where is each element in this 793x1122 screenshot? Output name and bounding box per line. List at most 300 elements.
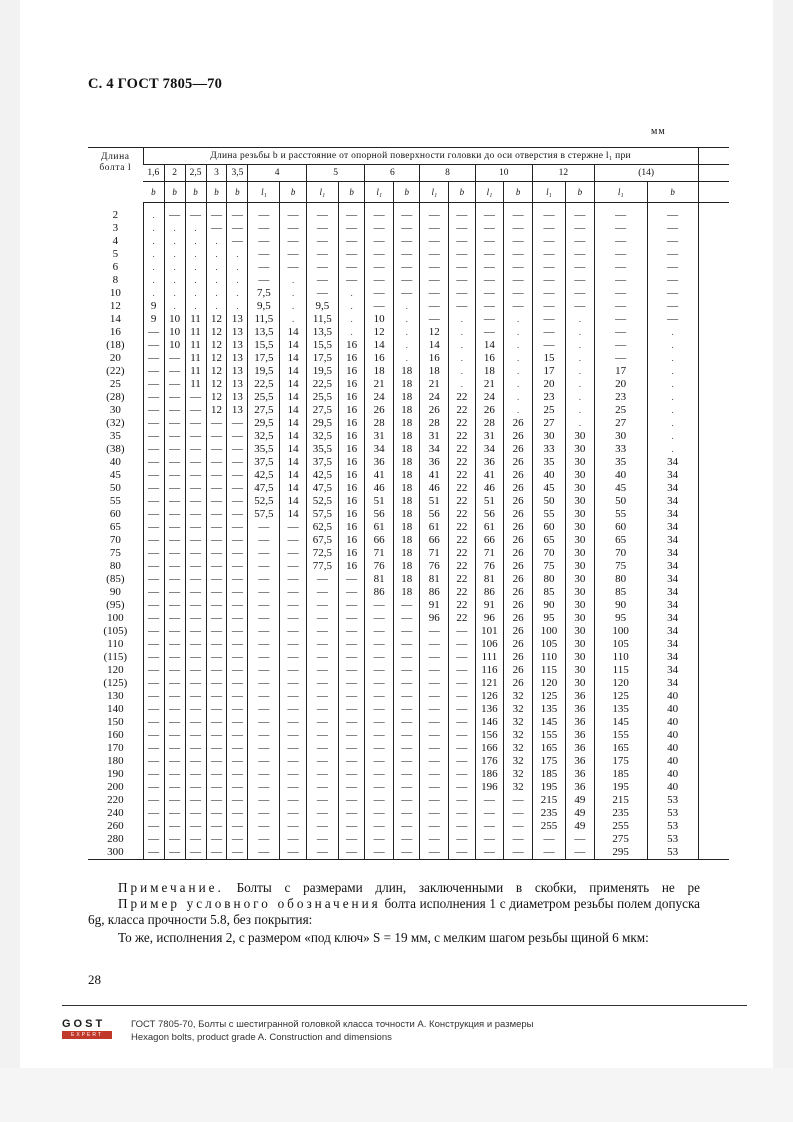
dimension-cell: — [143, 729, 164, 742]
dimension-cell: — [227, 651, 248, 664]
dimension-cell: — [449, 820, 475, 833]
dimension-cell: — [164, 703, 185, 716]
dimension-cell: 34 [647, 469, 698, 482]
dimension-cell: 235 [532, 807, 565, 820]
dimension-cell: — [306, 235, 338, 248]
dimension-cell: 31 [365, 430, 394, 443]
dimension-cell: — [185, 417, 206, 430]
dimension-cell: — [185, 703, 206, 716]
dimension-cell: 30 [566, 482, 595, 495]
table-row [88, 378, 729, 391]
row-extra-cell [698, 352, 729, 365]
dimension-cell: — [248, 573, 280, 586]
dimension-cell: — [206, 521, 227, 534]
dimension-cell: 32 [504, 742, 533, 755]
dimension-cell: — [248, 729, 280, 742]
note-text: Болты с размерами длин, заключенными в скобки, применять не ре [236, 880, 700, 895]
dimension-cell: — [227, 430, 248, 443]
dimension-cell: 40 [594, 469, 647, 482]
dimension-cell: — [206, 703, 227, 716]
dimension-cell: — [164, 456, 185, 469]
dimension-cell: . [566, 391, 595, 404]
dimension-cell: — [306, 703, 338, 716]
dimension-cell: — [248, 677, 280, 690]
dimension-cell: 52,5 [306, 495, 338, 508]
dimension-cell: — [338, 638, 364, 651]
table-caption: Длина резьбы b и расстояние от опорной поверхности головки до оси отверстия в стержне l₁ при [143, 148, 698, 165]
dimension-cell: — [532, 287, 565, 300]
dimension-cell: 22 [449, 469, 475, 482]
dimension-cell: — [365, 625, 394, 638]
dimension-cell: — [143, 651, 164, 664]
dimension-cell: — [143, 625, 164, 638]
dimension-cell: — [594, 261, 647, 274]
dimension-cell: . [647, 339, 698, 352]
dimension-cell: — [449, 677, 475, 690]
dimension-cell: 40 [647, 729, 698, 742]
dimension-cell: — [532, 235, 565, 248]
dimension-cell: — [185, 599, 206, 612]
dimension-cell: 34 [647, 456, 698, 469]
dimension-cell: . [185, 261, 206, 274]
dimension-cell: 32 [504, 781, 533, 794]
dimension-cell: . [143, 261, 164, 274]
dimension-cell: . [449, 352, 475, 365]
dimension-cell: — [143, 456, 164, 469]
dimension-cell: — [532, 339, 565, 352]
dimension-cell: 46 [420, 482, 449, 495]
dimension-cell: — [338, 586, 364, 599]
dimension-cell: — [475, 313, 504, 326]
dimension-cell: 100 [532, 625, 565, 638]
row-extra-cell [698, 638, 729, 651]
dimension-cell: — [206, 482, 227, 495]
table-row [88, 547, 729, 560]
dimension-cell: 81 [365, 573, 394, 586]
dimension-cell: — [185, 625, 206, 638]
table-row [88, 664, 729, 677]
dimension-cell: — [206, 677, 227, 690]
table-caption-row [88, 148, 729, 165]
dimension-cell: 16 [338, 560, 364, 573]
bolt-length-cell: (85) [106, 573, 125, 585]
dimension-cell: — [206, 547, 227, 560]
dimension-cell: — [248, 625, 280, 638]
dimension-cell: — [164, 742, 185, 755]
dimension-cell: 27,5 [306, 404, 338, 417]
dimension-cell: 34 [647, 560, 698, 573]
dimension-cell: 10 [164, 326, 185, 339]
table-row [88, 469, 729, 482]
row-extra-cell [698, 469, 729, 482]
row-extra-cell [698, 625, 729, 638]
dimension-cell: — [338, 222, 364, 235]
dimension-cell: 20 [532, 378, 565, 391]
dimension-cell: — [206, 495, 227, 508]
row-extra-cell [698, 391, 729, 404]
dimension-cell: 34 [647, 625, 698, 638]
dimension-cell: 30 [566, 573, 595, 586]
dimension-cell: — [280, 547, 306, 560]
dimension-cell: 16 [338, 339, 364, 352]
dimension-cell: — [185, 560, 206, 573]
dimension-cell: 34 [647, 599, 698, 612]
dimension-cell: — [164, 521, 185, 534]
dimension-cell: 32,5 [306, 430, 338, 443]
dimension-cell: 42,5 [306, 469, 338, 482]
dimension-cell: — [393, 768, 419, 781]
dimension-cell: — [280, 820, 306, 833]
dimension-cell: 11 [185, 365, 206, 378]
dimension-cell: . [647, 417, 698, 430]
dimension-cell: — [185, 209, 206, 222]
dimension-cell: — [566, 287, 595, 300]
dimension-cell: — [248, 755, 280, 768]
dimension-cell: — [185, 768, 206, 781]
bolt-length-cell: 160 [107, 729, 124, 741]
dimension-cell: . [504, 365, 533, 378]
dimension-cell: 18 [393, 495, 419, 508]
dimension-cell: . [566, 404, 595, 417]
dimension-cell: — [280, 690, 306, 703]
dimension-cell: — [185, 677, 206, 690]
dimension-cell: 255 [594, 820, 647, 833]
dimension-cell: — [420, 794, 449, 807]
dimension-cell: . [338, 313, 364, 326]
dimension-cell: — [227, 833, 248, 846]
bolt-length-cell: 300 [88, 846, 143, 860]
dimension-cell: 71 [420, 547, 449, 560]
dimension-cell: — [449, 222, 475, 235]
dimension-cell: — [566, 274, 595, 287]
dimension-cell: — [143, 690, 164, 703]
dimension-cell: — [420, 846, 449, 860]
dimension-cell: . [647, 404, 698, 417]
dimension-cell: — [143, 638, 164, 651]
row-extra-cell [698, 287, 729, 300]
note-label: Примечание. [118, 880, 224, 895]
dimension-cell: — [338, 703, 364, 716]
dimension-cell: 115 [594, 664, 647, 677]
dimension-cell: — [306, 261, 338, 274]
dimension-cell: — [227, 716, 248, 729]
table-row [88, 261, 729, 274]
dimension-cell: — [449, 755, 475, 768]
dimension-cell: — [338, 651, 364, 664]
dimension-cell: — [338, 664, 364, 677]
dimension-cell: 32,5 [248, 430, 280, 443]
dimension-cell: — [164, 430, 185, 443]
dimension-cell: — [393, 833, 419, 846]
dimension-cell: . [206, 261, 227, 274]
page-number: 28 [88, 972, 101, 987]
dimension-cell: — [365, 677, 394, 690]
dimension-cell: — [566, 833, 595, 846]
bolt-dimensions-table [88, 147, 729, 860]
dimension-cell: 16 [338, 482, 364, 495]
dimension-cell: . [185, 274, 206, 287]
dimension-cell: 195 [532, 781, 565, 794]
dimension-cell: 30 [566, 677, 595, 690]
dimension-cell: — [227, 586, 248, 599]
dimension-cell: — [164, 781, 185, 794]
dimension-cell: — [449, 833, 475, 846]
dimension-cell: 22 [449, 521, 475, 534]
dimension-cell: — [164, 677, 185, 690]
row-extra-cell [698, 573, 729, 586]
bolt-length-cell: 20 [109, 352, 121, 364]
dimension-cell: 41 [420, 469, 449, 482]
logo-wordmark: GOST [62, 1018, 106, 1030]
dimension-cell: — [365, 833, 394, 846]
dimension-cell: 18 [393, 560, 419, 573]
row-extra-cell [698, 716, 729, 729]
dimension-cell: . [393, 339, 419, 352]
dimension-cell: 30 [566, 638, 595, 651]
row-extra-cell [698, 495, 729, 508]
bolt-length-cell: 75 [109, 547, 121, 559]
dimension-cell: — [449, 846, 475, 860]
dimension-cell: — [206, 586, 227, 599]
dimension-cell: 46 [365, 482, 394, 495]
dimension-cell: 26 [504, 508, 533, 521]
dimension-cell: 13 [227, 313, 248, 326]
dimension-cell: 22 [449, 560, 475, 573]
dimension-cell: — [393, 651, 419, 664]
dimension-cell: — [393, 612, 419, 625]
row-extra-cell [698, 365, 729, 378]
dimension-cell: — [420, 274, 449, 287]
dimension-cell: — [449, 261, 475, 274]
dimension-cell: 13 [227, 326, 248, 339]
row-extra-cell [698, 846, 729, 860]
dimension-cell: — [185, 586, 206, 599]
row-extra-cell [698, 274, 729, 287]
dimension-cell: — [143, 612, 164, 625]
table-row [88, 729, 729, 742]
bolt-length-cell: 90 [109, 586, 121, 598]
dimension-cell: 26 [365, 404, 394, 417]
dimension-cell: 34 [647, 521, 698, 534]
row-extra-cell [698, 313, 729, 326]
subheader-cell: b [227, 182, 248, 203]
table-row [88, 326, 729, 339]
dimension-cell: — [143, 495, 164, 508]
bolt-length-cell: 8 [112, 274, 119, 286]
dimension-cell: 13,5 [248, 326, 280, 339]
same-paragraph [88, 930, 700, 946]
bolt-length-cell: 3 [112, 222, 119, 234]
diameter-header-extra [698, 165, 729, 182]
diameter-header: (14) [594, 165, 698, 182]
dimension-cell: — [504, 222, 533, 235]
dimension-cell: — [206, 755, 227, 768]
dimension-cell: — [143, 703, 164, 716]
dimension-cell: 53 [647, 820, 698, 833]
dimension-cell: . [206, 287, 227, 300]
dimension-cell: . [143, 222, 164, 235]
dimension-cell: — [227, 755, 248, 768]
right-margin-band [773, 0, 793, 1068]
row-extra-cell [698, 664, 729, 677]
dimension-cell: 18 [393, 391, 419, 404]
dimension-cell: 11 [185, 352, 206, 365]
dimension-cell: 71 [365, 547, 394, 560]
dimension-cell: — [206, 820, 227, 833]
dimension-cell: — [393, 846, 419, 860]
table-row [88, 222, 729, 235]
dimension-cell: 30 [566, 651, 595, 664]
dimension-cell: 22 [449, 430, 475, 443]
dimension-cell: 77,5 [306, 560, 338, 573]
dimension-cell: 30 [566, 495, 595, 508]
table-row [88, 209, 729, 222]
dimension-cell: 156 [475, 729, 504, 742]
dimension-cell: — [248, 612, 280, 625]
dimension-cell: 36 [566, 768, 595, 781]
dimension-cell: — [532, 261, 565, 274]
dimension-cell: 66 [420, 534, 449, 547]
dimension-cell: 28 [420, 417, 449, 430]
dimension-cell: 14 [475, 339, 504, 352]
dimension-cell: — [475, 209, 504, 222]
dimension-cell: 62,5 [306, 521, 338, 534]
bolt-length-cell: 6 [112, 261, 119, 273]
dimension-cell: — [504, 248, 533, 261]
subheader-cell: l₁ [420, 182, 449, 203]
dimension-cell: — [393, 755, 419, 768]
row-extra-cell [698, 417, 729, 430]
dimension-cell: — [449, 625, 475, 638]
dimension-cell: — [164, 690, 185, 703]
dimension-cell: — [248, 690, 280, 703]
row-extra-cell [698, 547, 729, 560]
table-row [88, 300, 729, 313]
subheader-cell: b [338, 182, 364, 203]
dimension-cell: — [185, 846, 206, 860]
dimension-cell: — [227, 768, 248, 781]
dimension-cell: — [594, 339, 647, 352]
dimension-cell: — [647, 287, 698, 300]
dimension-cell: 50 [594, 495, 647, 508]
dimension-cell: — [475, 326, 504, 339]
row-extra-cell [698, 677, 729, 690]
dimension-cell: 86 [420, 586, 449, 599]
dimension-cell: 51 [475, 495, 504, 508]
dimension-cell: 13,5 [306, 326, 338, 339]
bolt-length-cell: 60 [109, 508, 121, 520]
dimension-cell: . [449, 313, 475, 326]
dimension-cell: 95 [532, 612, 565, 625]
dimension-cell: — [248, 222, 280, 235]
dimension-cell: — [338, 612, 364, 625]
bolt-length-cell: (18) [106, 339, 125, 351]
dimension-cell: 16 [420, 352, 449, 365]
dimension-cell: — [306, 573, 338, 586]
table-row [88, 495, 729, 508]
subheader-cell: b [280, 182, 306, 203]
table-row [88, 742, 729, 755]
dimension-cell: — [206, 833, 227, 846]
dimension-cell: 96 [420, 612, 449, 625]
row-extra-cell [698, 248, 729, 261]
diameter-header: 12 [532, 165, 594, 182]
dimension-cell: 14 [365, 339, 394, 352]
dimension-cell: 40 [647, 742, 698, 755]
dimension-cell: 42,5 [248, 469, 280, 482]
dimension-cell: 55 [532, 508, 565, 521]
dimension-cell: — [185, 534, 206, 547]
dimension-cell: — [280, 534, 306, 547]
dimension-cell: — [227, 417, 248, 430]
dimension-cell: 36 [420, 456, 449, 469]
dimension-cell: — [365, 742, 394, 755]
dimension-cell: — [143, 469, 164, 482]
dimension-cell: — [365, 651, 394, 664]
gost-expert-logo[interactable] [62, 1018, 112, 1042]
dimension-cell: 14 [280, 456, 306, 469]
dimension-cell: — [449, 716, 475, 729]
dimension-cell: — [206, 664, 227, 677]
dimension-cell: 72,5 [306, 547, 338, 560]
dimension-cell: — [143, 521, 164, 534]
table-row [88, 651, 729, 664]
subheader-cell: b [393, 182, 419, 203]
dimension-cell: 53 [647, 794, 698, 807]
dimension-cell: — [248, 703, 280, 716]
bolt-length-cell: (32) [106, 417, 125, 429]
dimension-cell: — [306, 287, 338, 300]
dimension-cell: 86 [365, 586, 394, 599]
dimension-cell: — [504, 274, 533, 287]
dimension-cell: — [280, 560, 306, 573]
subheader-cell: l₁ [475, 182, 504, 203]
row-extra-cell [698, 378, 729, 391]
dimension-cell: — [365, 781, 394, 794]
dimension-cell: — [248, 248, 280, 261]
dimension-cell: — [306, 209, 338, 222]
diameter-header: 2,5 [185, 165, 206, 182]
dimension-cell: — [594, 300, 647, 313]
bolt-length-cell: 4 [112, 235, 119, 247]
dimension-cell: . [143, 248, 164, 261]
dimension-cell: 21 [420, 378, 449, 391]
dimension-cell: . [647, 378, 698, 391]
dimension-cell: — [449, 651, 475, 664]
footer-title-ru: ГОСТ 7805-70, Болты с шестигранной головкой класса точности А. Конструкция и размеры [131, 1019, 534, 1030]
dimension-cell: — [164, 599, 185, 612]
dimension-cell: 116 [475, 664, 504, 677]
dimension-cell: — [185, 495, 206, 508]
dimension-cell: — [164, 846, 185, 860]
dimension-cell: . [143, 235, 164, 248]
dimension-cell: — [164, 625, 185, 638]
dimension-cell: — [338, 833, 364, 846]
dimension-cell: 34 [647, 534, 698, 547]
dimension-cell: . [449, 326, 475, 339]
dimension-cell: — [647, 261, 698, 274]
dimension-cell: — [280, 833, 306, 846]
dimension-cell: 110 [532, 651, 565, 664]
dimension-cell: 36 [566, 716, 595, 729]
dimension-cell: . [566, 378, 595, 391]
dimension-cell: — [280, 729, 306, 742]
dimension-cell: . [504, 404, 533, 417]
dimension-cell: 17 [594, 365, 647, 378]
dimension-cell: — [227, 820, 248, 833]
dimension-cell: 18 [365, 365, 394, 378]
dimension-cell: — [227, 807, 248, 820]
